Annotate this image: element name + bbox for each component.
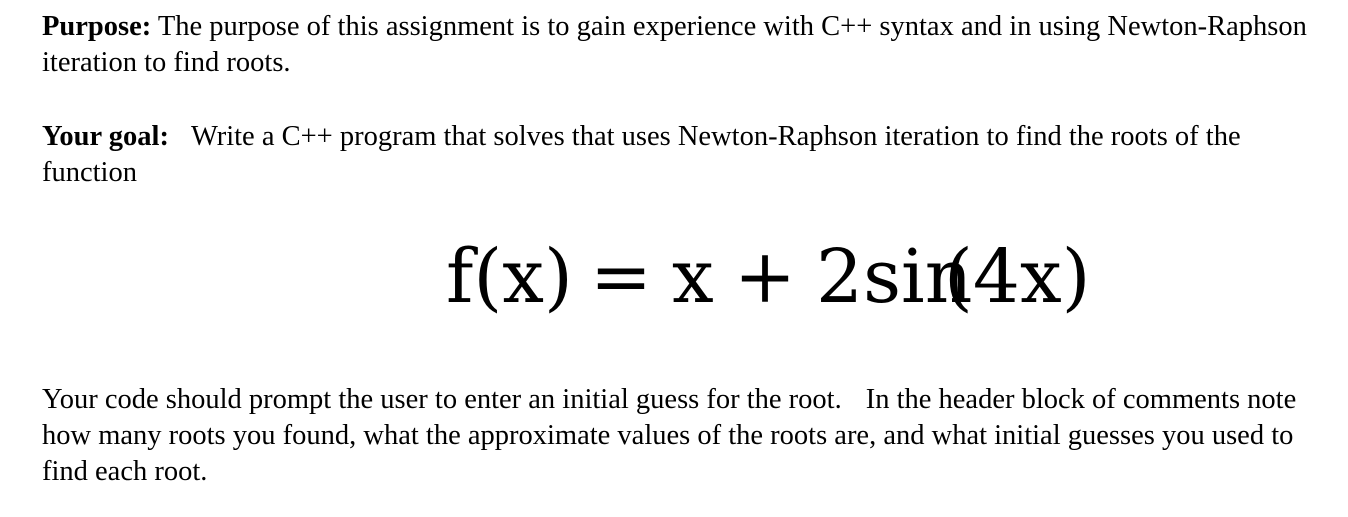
equation-argument: (4x): [944, 234, 1091, 320]
purpose-text: The purpose of this assignment is to gain experience with C++ syntax and in using Newton-Raphson iteration to find roots.: [42, 11, 1307, 78]
instructions-paragraph: [42, 382, 1322, 490]
equation-plus: +: [734, 234, 797, 320]
equation-equals: =: [590, 234, 653, 320]
equation-coef-sin: 2sin: [816, 234, 973, 320]
equation-term-x: x: [672, 234, 714, 320]
instructions-sentence-2: In the header block of comments note how many roots you found, what the approximate values of the roots are, and what initial guesses you used to find each root.: [42, 384, 1297, 487]
purpose-label: Purpose:: [42, 11, 152, 42]
goal-paragraph: [42, 119, 1342, 191]
goal-text: Write a C++ program that solves that uses Newton-Raphson iteration to find the roots of the function: [42, 121, 1241, 188]
instructions-sentence-1: Your code should prompt the user to enter an initial guess for the root.: [42, 384, 842, 415]
equation-lhs: f(x): [446, 234, 573, 320]
purpose-paragraph: [42, 9, 1342, 81]
goal-label: Your goal:: [42, 121, 169, 152]
